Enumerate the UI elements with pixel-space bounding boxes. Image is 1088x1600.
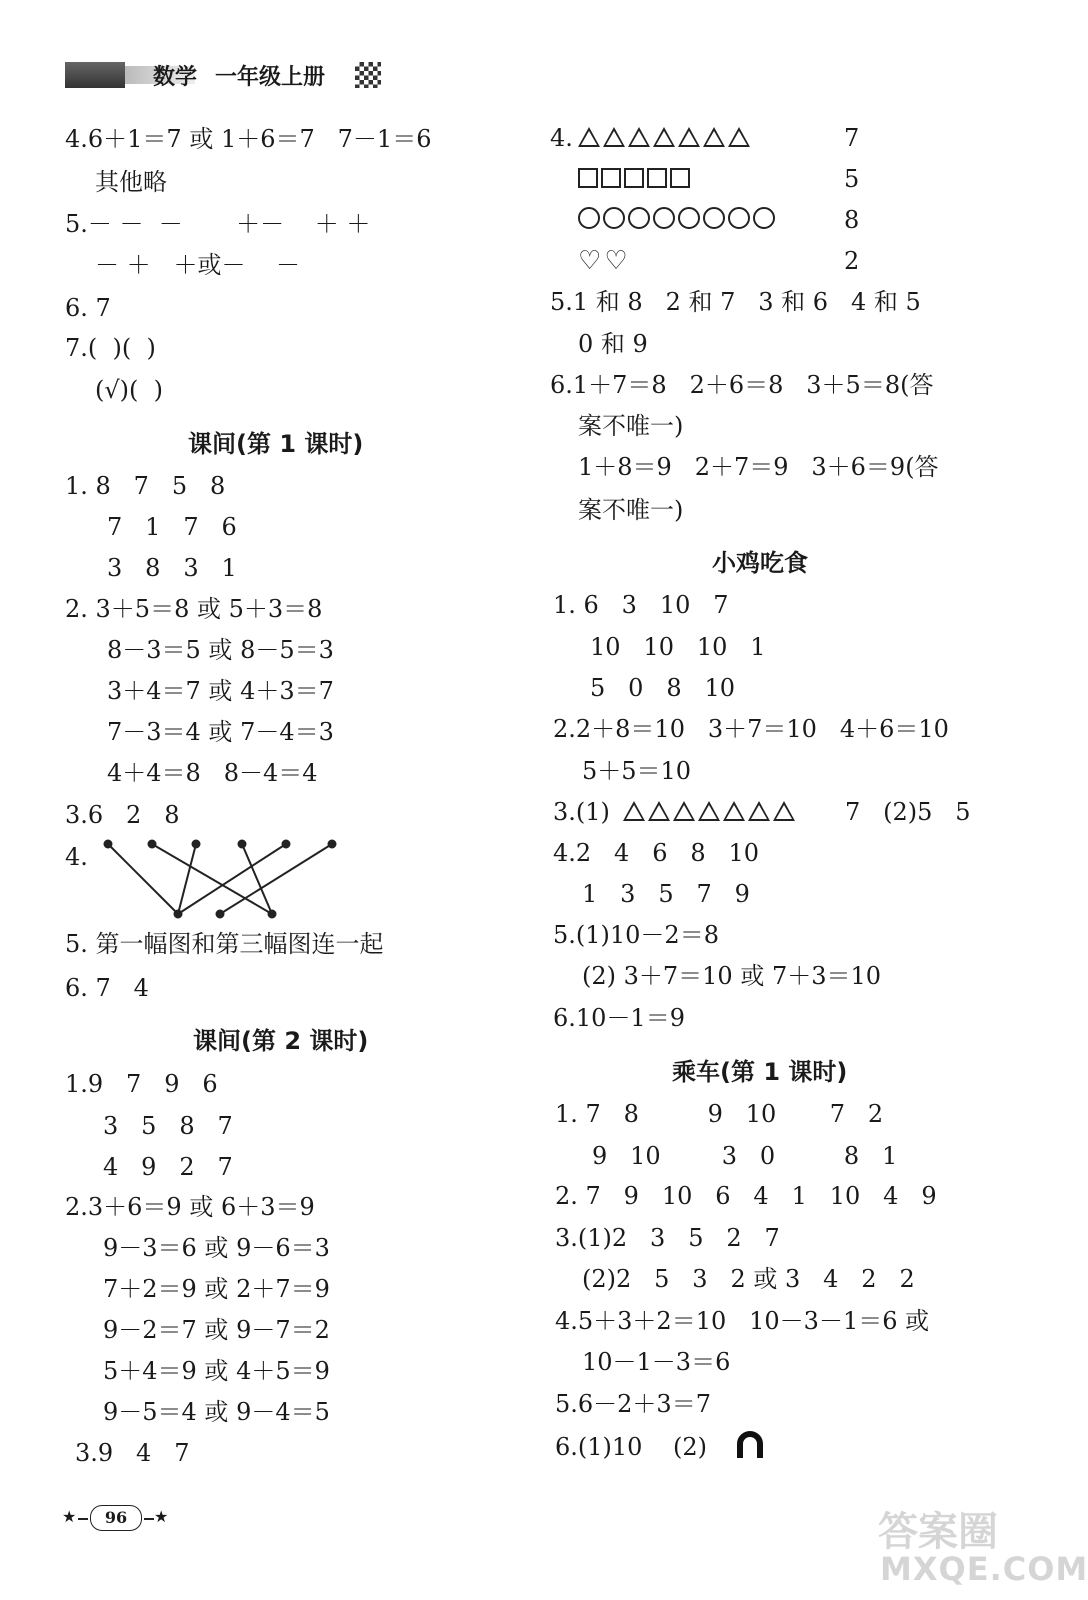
line: 0 和 9 xyxy=(578,330,648,358)
line: 4. xyxy=(65,843,88,871)
line: 6.(1)10 (2) xyxy=(555,1433,707,1461)
line: 其他略 xyxy=(95,168,167,196)
square-count: 5 xyxy=(844,165,860,193)
line: 7＋2＝9 或 2＋7＝9 xyxy=(103,1275,330,1303)
heart-count: 2 xyxy=(844,247,860,275)
line: 1. 6 3 10 7 xyxy=(553,591,729,619)
line: 7.( )( ) xyxy=(65,334,156,362)
line: 1.9 7 9 6 xyxy=(65,1070,218,1098)
watermark-url: MXQE.COM xyxy=(880,1550,1088,1588)
header-subject: 数学 xyxy=(153,65,198,90)
line: 2. 7 9 10 6 4 1 10 4 9 xyxy=(555,1182,937,1210)
line: 8－3＝5 或 8－5＝3 xyxy=(107,636,334,664)
line: 案不唯一) xyxy=(578,412,684,440)
line: (2) 3＋7＝10 或 7＋3＝10 xyxy=(582,962,882,990)
line: 3.6 2 8 xyxy=(65,801,180,829)
line: － ＋ ＋或－ － xyxy=(95,251,301,279)
page-number-badge xyxy=(62,1505,172,1533)
dot xyxy=(149,841,156,848)
dash xyxy=(78,1518,88,1520)
line: 6.10－1＝9 xyxy=(553,1004,685,1032)
dot xyxy=(283,841,290,848)
triangle-row xyxy=(623,800,798,821)
line: 3＋4＝7 或 4＋3＝7 xyxy=(107,677,334,705)
arch-shape-icon xyxy=(735,1430,765,1460)
line: 5.(1)10－2＝8 xyxy=(553,921,719,949)
watermark-logo: 答案圈 xyxy=(878,1509,998,1555)
line: 7 1 7 6 xyxy=(107,513,237,541)
dot xyxy=(239,841,246,848)
header-dark-bar xyxy=(65,62,125,88)
watermark xyxy=(868,1500,1088,1595)
line: 6. 7 4 xyxy=(65,974,149,1002)
square-row xyxy=(578,167,693,188)
section-heading: 课间(第 2 课时) xyxy=(193,1027,369,1055)
line: 1. 8 7 5 8 xyxy=(65,472,226,500)
page-number: 96 xyxy=(90,1505,142,1531)
heart-row: ♡ ♡ xyxy=(578,246,628,276)
dot xyxy=(269,911,276,918)
line: 7 (2)5 5 xyxy=(845,798,971,826)
line: 3 5 8 7 xyxy=(103,1112,233,1140)
line: 5.6－2＋3＝7 xyxy=(555,1390,711,1418)
line: 4. xyxy=(550,124,573,152)
header-grade: 一年级上册 xyxy=(215,65,326,90)
triangle-row xyxy=(578,126,753,147)
line: 2. 3＋5＝8 或 5＋3＝8 xyxy=(65,595,323,623)
line: 4.6＋1＝7 或 1＋6＝7 7－1＝6 xyxy=(65,125,432,153)
dot xyxy=(175,911,182,918)
dot xyxy=(105,841,112,848)
section-heading: 小鸡吃食 xyxy=(712,549,808,577)
line: 4.5＋3＋2＝10 10－3－1＝6 或 xyxy=(555,1307,930,1335)
line: 3.(1) xyxy=(553,798,610,826)
dash xyxy=(144,1518,154,1520)
star-icon: ★ xyxy=(62,1507,77,1526)
line: 5.－ － － ＋－ ＋ ＋ xyxy=(65,210,371,238)
dot xyxy=(329,841,336,848)
dot xyxy=(217,911,224,918)
line: (2)2 5 3 2 或 3 4 2 2 xyxy=(582,1265,915,1293)
line: 2.2＋8＝10 3＋7＝10 4＋6＝10 xyxy=(553,715,949,743)
match-line xyxy=(242,844,272,914)
section-heading: 课间(第 1 课时) xyxy=(188,430,364,458)
circle-row xyxy=(578,207,778,229)
line: 4 9 2 7 xyxy=(103,1153,233,1181)
line: 5 0 8 10 xyxy=(590,674,736,702)
line: 7－3＝4 或 7－4＝3 xyxy=(107,718,334,746)
line: 5.1 和 8 2 和 7 3 和 6 4 和 5 xyxy=(550,288,921,316)
dot xyxy=(193,841,200,848)
line: 4.2 4 6 8 10 xyxy=(553,839,760,867)
line: 5＋4＝9 或 4＋5＝9 xyxy=(103,1357,330,1385)
line: (√)( ) xyxy=(95,376,164,404)
line: 10－1－3＝6 xyxy=(582,1348,731,1376)
line: 9－2＝7 或 9－7＝2 xyxy=(103,1316,330,1344)
line: 1＋8＝9 2＋7＝9 3＋6＝9(答 xyxy=(578,453,939,481)
line: 5＋5＝10 xyxy=(582,757,692,785)
header-banner xyxy=(65,60,385,90)
line: 9 10 3 0 8 1 xyxy=(592,1142,898,1170)
line: 6. 7 xyxy=(65,294,111,322)
section-heading: 乘车(第 1 课时) xyxy=(672,1058,848,1086)
star-icon: ★ xyxy=(154,1507,169,1526)
line: 9－3＝6 或 9－6＝3 xyxy=(103,1234,330,1262)
line: 5. 第一幅图和第三幅图连一起 xyxy=(65,930,384,958)
match-line xyxy=(152,844,272,914)
line: 9－5＝4 或 9－4＝5 xyxy=(103,1398,330,1426)
line: 2.3＋6＝9 或 6＋3＝9 xyxy=(65,1193,315,1221)
line: 1. 7 8 9 10 7 2 xyxy=(555,1100,884,1128)
match-line xyxy=(220,844,332,914)
line: 1 3 5 7 9 xyxy=(582,880,750,908)
line: 3.(1)2 3 5 2 7 xyxy=(555,1224,780,1252)
line: 案不唯一) xyxy=(578,496,684,524)
line: 10 10 10 1 xyxy=(590,633,766,661)
triangle-count: 7 xyxy=(844,124,860,152)
match-line xyxy=(108,844,178,914)
line: 3.9 4 7 xyxy=(75,1439,190,1467)
line: 4＋4＝8 8－4＝4 xyxy=(107,759,318,787)
circle-count: 8 xyxy=(844,206,860,234)
matching-lines xyxy=(100,838,340,920)
checker-icon xyxy=(355,62,381,88)
line: 3 8 3 1 xyxy=(107,554,237,582)
line: 6.1＋7＝8 2＋6＝8 3＋5＝8(答 xyxy=(550,371,934,399)
